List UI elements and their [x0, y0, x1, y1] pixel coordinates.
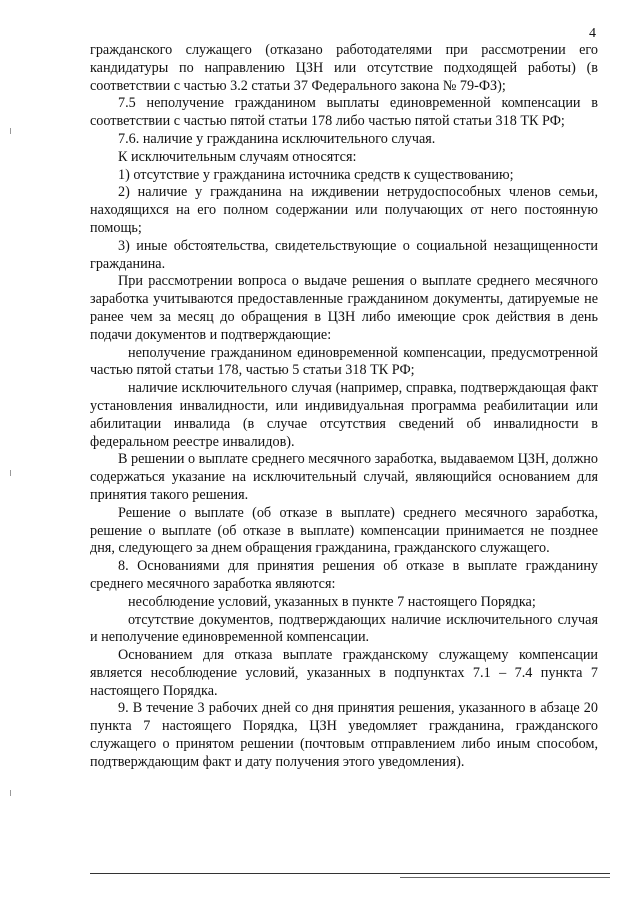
paragraph: 9. В течение 3 рабочих дней со дня принятия решения, указанного в абзаце 20 пункта 7 настоящего Порядка, ЦЗН уведомляет гражданина, гражданского служащего о принятом решении (почтовым отправлением либо иным способом, подтверждающим факт и дату получения этого уведомления).: [90, 700, 598, 770]
paragraph: неполучение гражданином единовременной компенсации, предусмотренной частью пятой статьи 178, частью 5 статьи 318 ТК РФ;: [90, 344, 598, 379]
paragraph: Решение о выплате (об отказе в выплате) среднего месячного заработка, решение о выплате (об отказе в выплате) компенсации принимается не позднее дня, следующего за днем обращения гражданина, гражданского служащего.: [90, 504, 598, 557]
footer-rule-secondary: [400, 877, 610, 878]
paragraph: Основанием для отказа выплате гражданскому служащему компенсации является несоблюдение условий, указанных в подпунктах 7.1 – 7.4 пункта 7 настоящего Порядка.: [90, 647, 598, 699]
paragraph: 7.6. наличие у гражданина исключительного случая.: [118, 130, 436, 147]
paragraph: К исключительным случаям относятся:: [118, 148, 357, 165]
paragraph: наличие исключительного случая (например, справка, подтверждающая факт установления инвалидности, или индивидуальная программа реабилитации или абилитации инвалида (в случае отсутствия сведений об инвалидности в федеральном реестре инвалидов).: [90, 380, 598, 450]
margin-mark: [10, 790, 11, 796]
document-body: [90, 42, 598, 772]
paragraph: В решении о выплате среднего месячного заработка, выдаваемом ЦЗН, должно содержаться указание на исключительный случай, являющийся основанием для принятия такого решения.: [90, 451, 598, 503]
margin-mark: [10, 128, 11, 134]
paragraph: 1) отсутствие у гражданина источника средств к существованию;: [118, 166, 514, 183]
margin-mark: [10, 470, 11, 476]
paragraph: отсутствие документов, подтверждающих наличие исключительного случая и неполучение единовременной компенсации.: [90, 611, 598, 646]
paragraph: несоблюдение условий, указанных в пункте 7 настоящего Порядка;: [128, 593, 536, 610]
paragraph: 7.5 неполучение гражданином выплаты единовременной компенсации в соответствии с частью пятой статьи 178 либо частью пятой статьи 318 ТК РФ;: [90, 95, 598, 130]
paragraph: 3) иные обстоятельства, свидетельствующие о социальной незащищенности гражданина.: [90, 237, 598, 272]
page-number: 4: [589, 26, 596, 41]
paragraph: 8. Основаниями для принятия решения об отказе в выплате гражданину среднего месячного заработка являются:: [90, 558, 598, 592]
paragraph: При рассмотрении вопроса о выдаче решения о выплате среднего месячного заработка учитываются предоставленные гражданином документы, датируемые не ранее чем за месяц до обращения в ЦЗН либо имеющие срок действия в день подачи документов и подтверждающие:: [90, 273, 598, 343]
footer-rule: [90, 873, 610, 874]
paragraph: 2) наличие у гражданина на иждивении нетрудоспособных членов семьи, находящихся на его полном содержании или получающих от него постоянную помощь;: [90, 184, 598, 236]
paragraph: гражданского служащего (отказано работодателями при рассмотрении его кандидатуры по направлению ЦЗН или отсутствие подходящей работы) (в соответствии с частью 3.2 статьи 37 Федерального закона № 79-ФЗ);: [90, 42, 598, 94]
